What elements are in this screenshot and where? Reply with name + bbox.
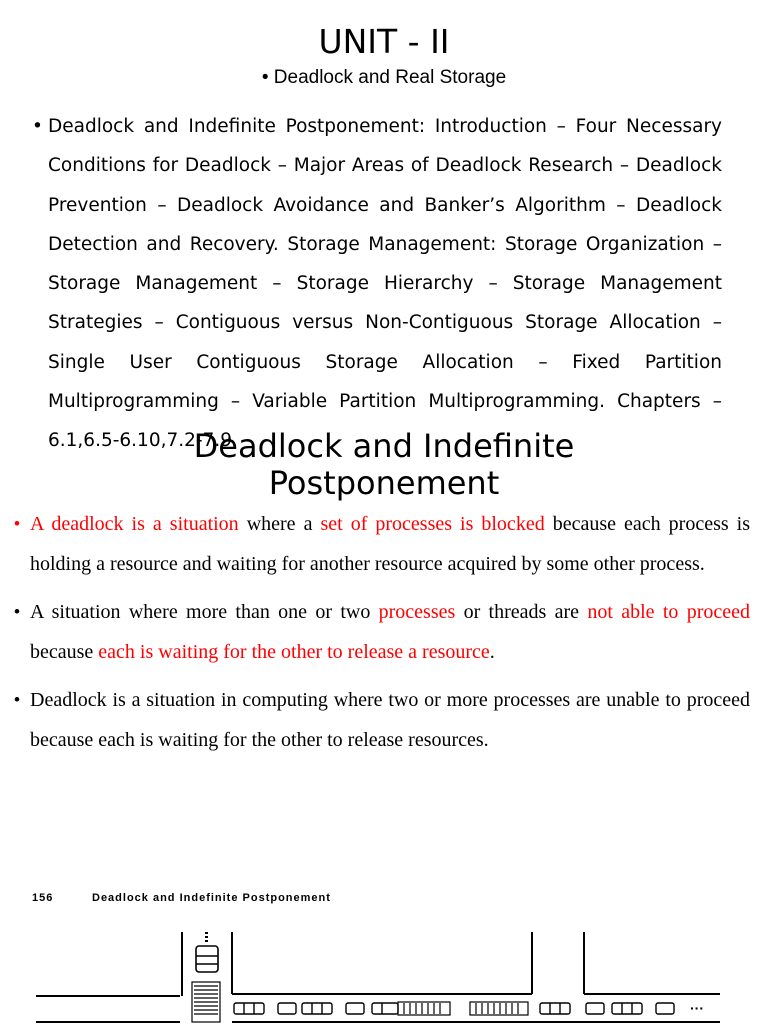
car-row — [234, 1003, 674, 1014]
continuation-dots: ··· — [690, 1000, 704, 1016]
text-run: Deadlock is a situation in computing where two or more processes are unable to proceed because each is waiting for the other to release resources. — [30, 689, 750, 751]
slide-subtitle — [0, 64, 768, 92]
bus-row — [398, 1002, 528, 1015]
text-run: where a — [238, 513, 321, 535]
scanned-figure — [0, 876, 768, 1024]
highlighted-text: A deadlock is a situation — [30, 513, 239, 535]
subtitle-text: Deadlock and Real Storage — [273, 67, 507, 88]
text-run: because — [30, 641, 99, 663]
highlighted-text: not able to proceed — [587, 601, 751, 623]
text-run: . — [489, 641, 495, 663]
slide-title: UNIT - II — [318, 22, 450, 61]
dots-vertical — [205, 932, 208, 942]
bullet-marker: • — [261, 67, 269, 88]
highlighted-text: each is waiting for the other to release a resource — [98, 641, 490, 663]
street-grid — [36, 932, 720, 1022]
running-header: Deadlock and Indefinite Postponement — [92, 892, 331, 904]
section-title-line-1: Deadlock and Indefinite — [193, 427, 575, 465]
bus-vertical — [192, 982, 220, 1022]
bullet-marker: • — [32, 116, 43, 137]
highlighted-text: processes — [378, 601, 456, 623]
text-run: A situation where more than one or two — [30, 601, 379, 623]
bullet-marker: • — [14, 514, 20, 533]
car-vertical — [196, 946, 218, 972]
section-title-line-2: Postponement — [268, 464, 500, 502]
text-run: because each process is holding a resource and waiting for another resource acquired by some other process. — [30, 513, 750, 575]
highlighted-text: set of processes is blocked — [320, 513, 545, 535]
bullet-marker: • — [14, 690, 20, 709]
definition-item — [14, 680, 750, 760]
syllabus-text: Deadlock and Indefinite Postponement: Introduction – Four Necessary Conditions for Deadlock – Major Areas of Deadlock Research – Deadlock Prevention – Deadlock Avoidance and Banker’s Algorithm – Deadlock Detection and Recovery. Storage Management: Storage Organization – Storage Management – Storage Hierarchy – Storage Management Strategies – Contiguous versus Non-Contiguous Storage Allocation – Single User Contiguous Storage Allocation – Fixed Partition Multiprogramming – Variable Partition Multiprogramming. Chapters – 6.1,6.5-6.10,7.2-7.9 — [48, 116, 722, 452]
syllabus-paragraph — [32, 107, 722, 461]
definition-item — [14, 592, 750, 672]
page-number: 156 — [32, 892, 54, 904]
section-title — [0, 428, 768, 502]
definition-list — [14, 504, 750, 768]
definition-item — [14, 504, 750, 584]
text-run: or threads are — [455, 601, 588, 623]
bullet-marker: • — [14, 602, 20, 621]
